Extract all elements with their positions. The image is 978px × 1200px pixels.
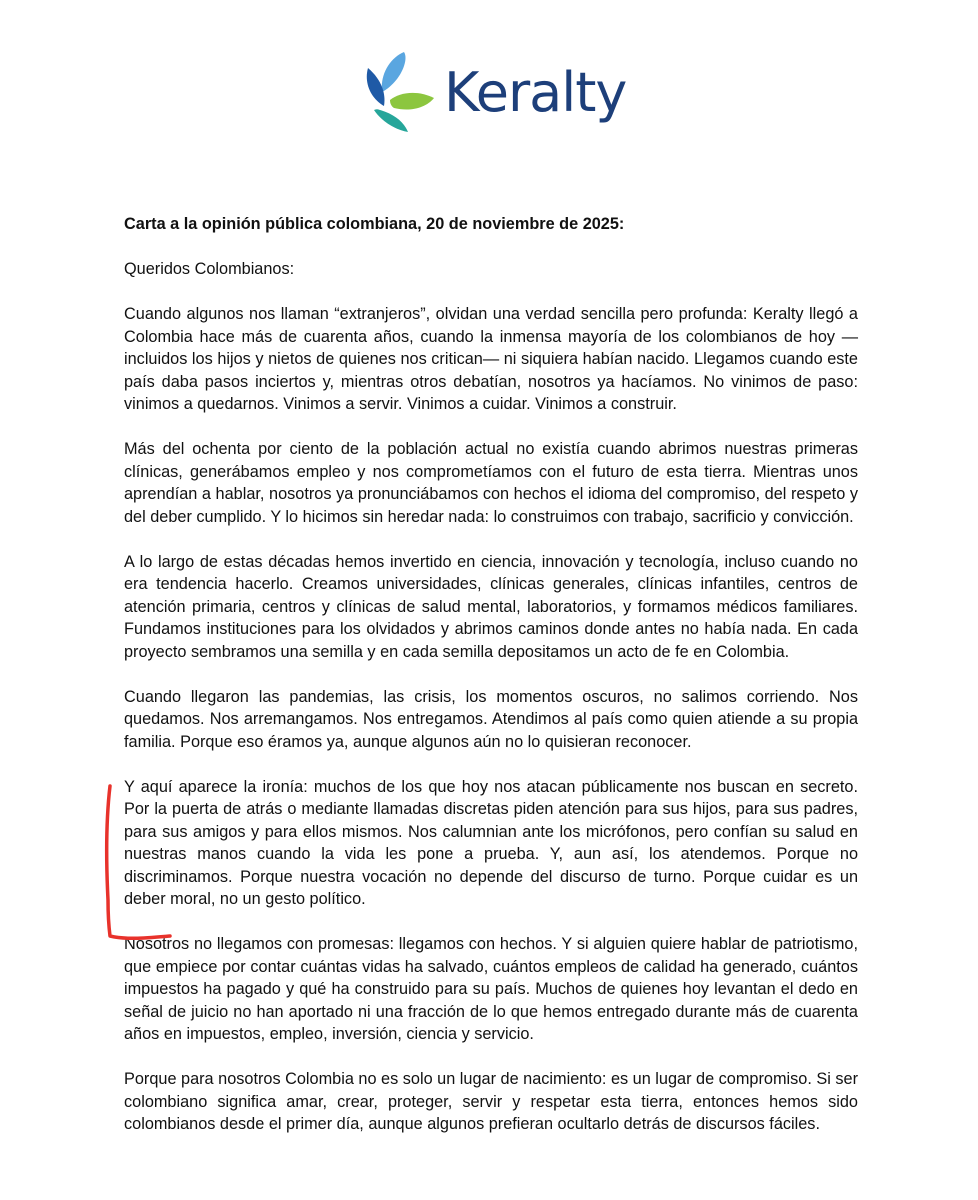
logo-wing-light-blue [382, 52, 406, 92]
logo-wing-teal [374, 109, 408, 132]
logo-wordmark: Keralty [444, 61, 627, 124]
logo-wing-green [390, 93, 434, 110]
keralty-logo [360, 48, 630, 140]
letter-paragraph-5: Y aquí aparece la ironía: muchos de los que hoy nos atacan públicamente nos buscan en secreto. Por la puerta de atrás o mediante llamadas discretas piden atención para sus hijos, para sus padres, para sus amigos y para ellos mismos. Nos calumnian ante los micrófonos, pero confían su salud en nuestras manos cuando la vida les pone a prueba. Y, aun así, los atendemos. Porque no discriminamos. Porque nuestra vocación no depende del discurso de turno. Porque cuidar es un deber moral, no un gesto político. [124, 777, 858, 908]
letter-paragraph-7: Porque para nosotros Colombia no es solo un lugar de nacimiento: es un lugar de compromiso. Si ser colombiano significa amar, crear, proteger, servir y respetar esta tierra, entonces hemos sido colombianos desde el primer día, aunque algunos prefieran ocultarlo detrás de discursos fáciles. [124, 1070, 858, 1133]
logo-wing-dark-blue [367, 68, 385, 106]
letter-paragraph-1: Cuando algunos nos llaman “extranjeros”, olvidan una verdad sencilla pero profunda: Keralty llegó a Colombia hace más de cuarenta años, cuando la inmensa mayoría de los colombianos de hoy —incluidos los hijos y nietos de quienes nos critican— ni siquiera habían nacido. Llegamos cuando este país daba pasos inciertos y, mientras otros debatían, nosotros ya hacíamos. No vinimos de paso: vinimos a quedarnos. Vinimos a servir. Vinimos a cuidar. Vinimos a construir. [124, 305, 858, 413]
butterfly-logo-icon [360, 48, 442, 136]
letter-paragraph-2: Más del ochenta por ciento de la población actual no existía cuando abrimos nuestras primeras clínicas, generábamos empleo y nos comprometíamos con el futuro de esta tierra. Mientras unos aprendían a hablar, nosotros ya pronunciábamos con hechos el idioma del compromiso, del respeto y del deber cumplido. Y lo hicimos sin heredar nada: lo construimos con trabajo, sacrificio y convicción. [124, 440, 858, 526]
letter-heading: Carta a la opinión pública colombiana, 20 de noviembre de 2025: [124, 215, 625, 233]
letter-salutation: Queridos Colombianos: [124, 260, 295, 278]
letter-paragraph-4: Cuando llegaron las pandemias, las crisis, los momentos oscuros, no salimos corriendo. Nos quedamos. Nos arremangamos. Nos entregamos. Atendimos al país como quien atiende a su propia familia. Porque eso éramos ya, aunque algunos aún no lo quisieran reconocer. [124, 687, 858, 751]
letter-document [124, 213, 858, 1158]
letter-paragraph-6: Nosotros no llegamos con promesas: llegamos con hechos. Y si alguien quiere hablar de patriotismo, que empiece por contar cuántas vidas ha salvado, cuántos empleos de calidad ha generado, cuántos impuestos ha pagado y qué ha construido para su país. Muchos de quienes hoy levantan el dedo en señal de juicio no han aportado ni una fracción de lo que hemos entregado durante más de cuarenta años en impuestos, empleo, inversión, ciencia y servicio. [124, 935, 858, 1043]
letter-paragraph-3: A lo largo de estas décadas hemos invertido en ciencia, innovación y tecnología, incluso cuando no era tendencia hacerlo. Creamos universidades, clínicas generales, clínicas infantiles, centros de atención primaria, centros y clínicas de salud mental, laboratorios, y formamos médicos familiares. Fundamos instituciones para los olvidados y abrimos caminos donde antes no había nada. En cada proyecto sembramos una semilla y en cada semilla depositamos un acto de fe en Colombia. [124, 552, 858, 661]
